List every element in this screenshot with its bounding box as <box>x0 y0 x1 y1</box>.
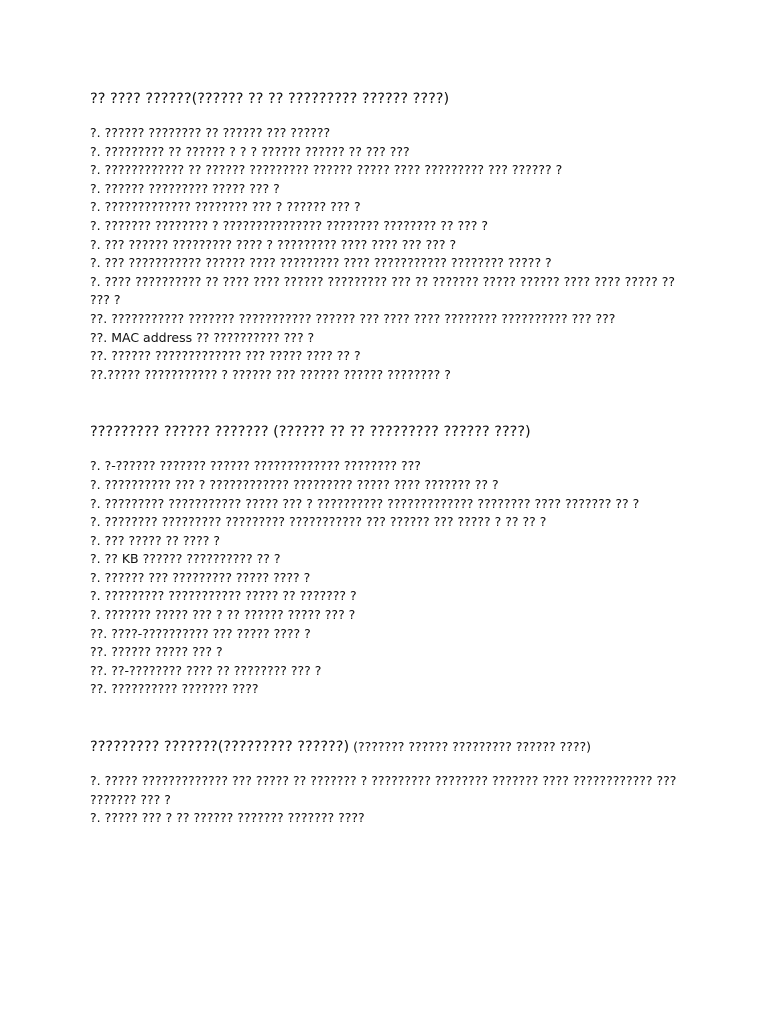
question-item: ??. ?????? ????????????? ??? ????? ???? ?? ? <box>90 348 361 364</box>
question-item: ??. ??-???????? ???? ?? ???????? ??? ? <box>90 662 322 678</box>
question-item: ?. ??????? ????? ??? ? ?? ?????? ????? ??? ? <box>90 607 356 623</box>
question-item: ?. ?????? ??? ????????? ????? ???? ? <box>90 569 311 585</box>
question-item: ??. MAC address ?? ?????????? ??? ? <box>90 329 315 345</box>
question-item: ?. ??? ????? ?? ???? ? <box>90 532 220 548</box>
section-1 <box>90 88 690 384</box>
section-heading <box>90 736 690 758</box>
question-item: ??.????? ??????????? ? ?????? ??? ?????? ?????? ???????? ? <box>90 366 451 382</box>
question-item: ??. ?????? ????? ??? ? <box>90 644 223 660</box>
question-item: ?. ??? ?????? ????????? ???? ? ????????? ???? ???? ??? ??? ? <box>90 236 457 252</box>
question-item: ?. ??????? ???????? ? ??????????????? ???????? ???????? ?? ??? ? <box>90 217 488 233</box>
section-heading <box>90 421 690 443</box>
section-2 <box>90 421 690 699</box>
question-item: ?. ???? ?????????? ?? ???? ???? ?????? ????????? ??? ?? ??????? ????? ?????? ???? ???? ????? ?? ??? ? <box>90 273 676 308</box>
section-heading <box>90 88 690 110</box>
section-spacer <box>90 699 690 736</box>
question-item: ?. ???????????? ?? ?????? ????????? ?????? ????? ???? ????????? ??? ?????? ? <box>90 162 563 178</box>
section-heading-note: (??????? ?????? ????????? ?????? ????) <box>349 739 592 755</box>
question-item: ?. ?-?????? ??????? ?????? ????????????? ???????? ??? <box>90 458 421 474</box>
question-item: ?. ????????? ?? ?????? ? ? ? ?????? ?????? ?? ??? ??? <box>90 143 410 159</box>
section-spacer <box>90 384 690 421</box>
question-list <box>90 124 690 384</box>
section-heading-text: ?? ???? ??????(?????? ?? ?? ????????? ?????? ????) <box>90 91 450 107</box>
question-item: ?. ????????? ??????????? ????? ?? ??????? ? <box>90 588 357 604</box>
document-body <box>90 88 690 828</box>
question-item: ?. ????????? ??????????? ????? ??? ? ?????????? ????????????? ???????? ???? ??????? ?? ? <box>90 495 640 511</box>
question-item: ??. ?????????? ??????? ???? <box>90 681 259 697</box>
question-item: ?. ?????? ???????? ?? ?????? ??? ?????? <box>90 125 331 140</box>
question-item: ?. ????? ????????????? ??? ????? ?? ??????? ? ????????? ???????? ??????? ???? ???????????? ??? ??????? ??? ? <box>90 773 677 807</box>
question-item: ?. ?????????? ??? ? ???????????? ????????? ????? ???? ??????? ?? ? <box>90 476 499 492</box>
question-list <box>90 457 690 699</box>
section-heading-text: ????????? ?????? ??????? (?????? ?? ?? ????????? ?????? ????) <box>90 424 531 441</box>
question-item: ??. ??????????? ??????? ??????????? ?????? ??? ???? ???? ???????? ?????????? ??? ??? <box>90 310 616 326</box>
question-item: ?. ????????????? ???????? ??? ? ?????? ??? ? <box>90 199 361 215</box>
question-item: ?. ?? KB ?????? ?????????? ?? ? <box>90 551 281 567</box>
section-heading-text: ????????? ???????(????????? ??????) <box>90 739 350 756</box>
section-3 <box>90 736 690 828</box>
question-list <box>90 772 690 828</box>
question-item: ?. ?????? ????????? ????? ??? ? <box>90 180 280 196</box>
question-item: ?. ????? ??? ? ?? ?????? ??????? ??????? ???? <box>90 810 365 826</box>
question-item: ?. ??? ??????????? ?????? ???? ????????? ???? ??????????? ???????? ????? ? <box>90 255 552 271</box>
question-item: ?. ???????? ????????? ????????? ??????????? ??? ?????? ??? ????? ? ?? ?? ? <box>90 514 547 530</box>
question-item: ??. ????-?????????? ??? ????? ???? ? <box>90 625 311 641</box>
